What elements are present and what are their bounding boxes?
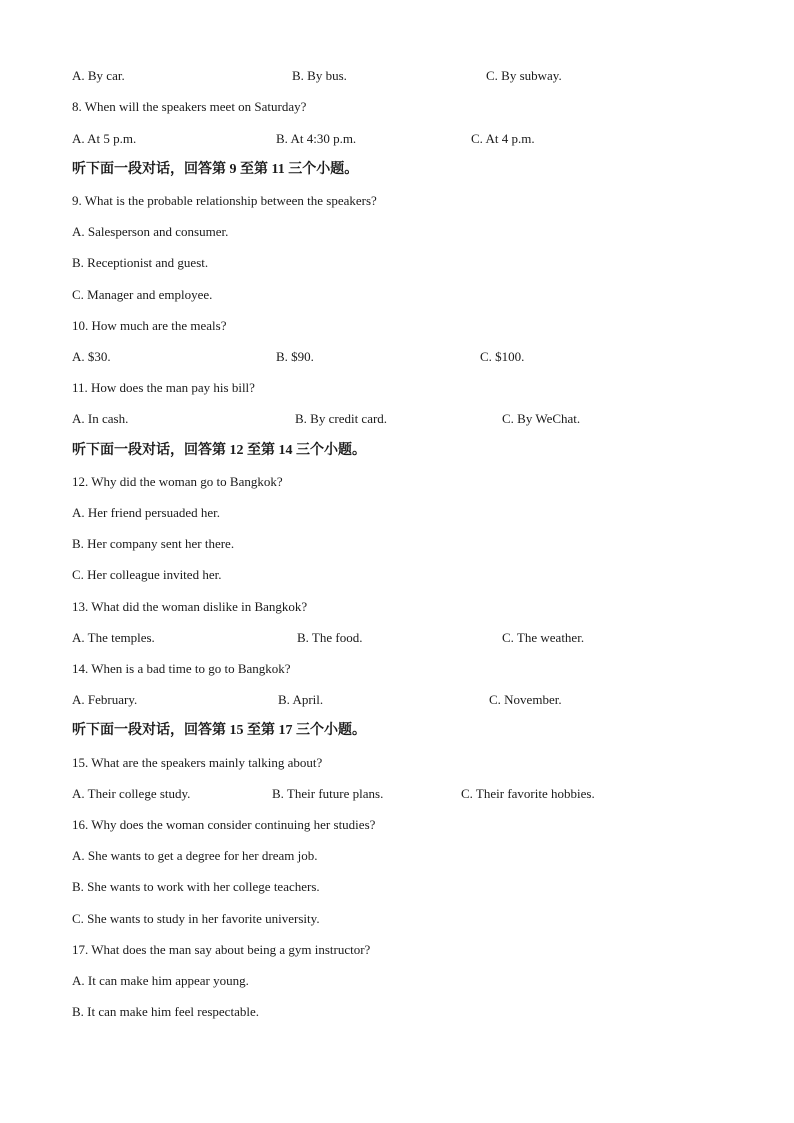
q10-option-c: C. $100. bbox=[480, 349, 525, 364]
q8-question: 8. When will the speakers meet on Saturday? bbox=[72, 99, 307, 114]
q17-question: 17. What does the man say about being a gym instructor? bbox=[72, 942, 371, 957]
q13-question: 13. What did the woman dislike in Bangkok? bbox=[72, 599, 308, 614]
q7-option-c: C. By subway. bbox=[486, 68, 562, 83]
q9-option-a: A. Salesperson and consumer. bbox=[72, 224, 229, 239]
q17-option-a: A. It can make him appear young. bbox=[72, 973, 249, 988]
q9-question: 9. What is the probable relationship between the speakers? bbox=[72, 193, 377, 208]
q12-option-b: B. Her company sent her there. bbox=[72, 536, 235, 551]
q16-option-a: A. She wants to get a degree for her dream job. bbox=[72, 848, 318, 863]
q16-question: 16. Why does the woman consider continuing her studies? bbox=[72, 817, 376, 832]
q10-option-b: B. $90. bbox=[276, 349, 314, 364]
q16-option-b: B. She wants to work with her college teachers. bbox=[72, 879, 320, 894]
q7-option-b: B. By bus. bbox=[292, 68, 347, 83]
q14-option-b: B. April. bbox=[278, 692, 324, 707]
section-heading-9-11: 听下面一段对话，回答第 9 至第 11 三个小题。 bbox=[72, 162, 359, 177]
q14-question: 14. When is a bad time to go to Bangkok? bbox=[72, 661, 291, 676]
section-heading-15-17: 听下面一段对话，回答第 15 至第 17 三个小题。 bbox=[72, 723, 366, 738]
q11-option-b: B. By credit card. bbox=[295, 411, 388, 426]
section-heading-12-14: 听下面一段对话，回答第 12 至第 14 三个小题。 bbox=[72, 443, 366, 458]
q15-option-b: B. Their future plans. bbox=[272, 786, 384, 801]
q12-question: 12. Why did the woman go to Bangkok? bbox=[72, 474, 283, 489]
q15-option-c: C. Their favorite hobbies. bbox=[461, 786, 595, 801]
q13-option-b: B. The food. bbox=[297, 630, 363, 645]
q9-option-c: C. Manager and employee. bbox=[72, 287, 213, 302]
q17-option-b: B. It can make him feel respectable. bbox=[72, 1004, 259, 1019]
q9-option-b: B. Receptionist and guest. bbox=[72, 255, 209, 270]
q13-option-a: A. The temples. bbox=[72, 630, 155, 645]
q8-option-a: A. At 5 p.m. bbox=[72, 131, 137, 146]
q11-question: 11. How does the man pay his bill? bbox=[72, 380, 255, 395]
q12-option-a: A. Her friend persuaded her. bbox=[72, 505, 220, 520]
q12-option-c: C. Her colleague invited her. bbox=[72, 567, 222, 582]
q10-option-a: A. $30. bbox=[72, 349, 111, 364]
q16-option-c: C. She wants to study in her favorite university. bbox=[72, 911, 320, 926]
q11-option-a: A. In cash. bbox=[72, 411, 129, 426]
q14-option-c: C. November. bbox=[489, 692, 562, 707]
q13-option-c: C. The weather. bbox=[502, 630, 585, 645]
q7-option-a: A. By car. bbox=[72, 68, 125, 83]
q14-option-a: A. February. bbox=[72, 692, 138, 707]
q10-question: 10. How much are the meals? bbox=[72, 318, 227, 333]
q15-question: 15. What are the speakers mainly talking about? bbox=[72, 755, 323, 770]
q8-option-b: B. At 4:30 p.m. bbox=[276, 131, 357, 146]
q11-option-c: C. By WeChat. bbox=[502, 411, 581, 426]
q15-option-a: A. Their college study. bbox=[72, 786, 191, 801]
q8-option-c: C. At 4 p.m. bbox=[471, 131, 535, 146]
